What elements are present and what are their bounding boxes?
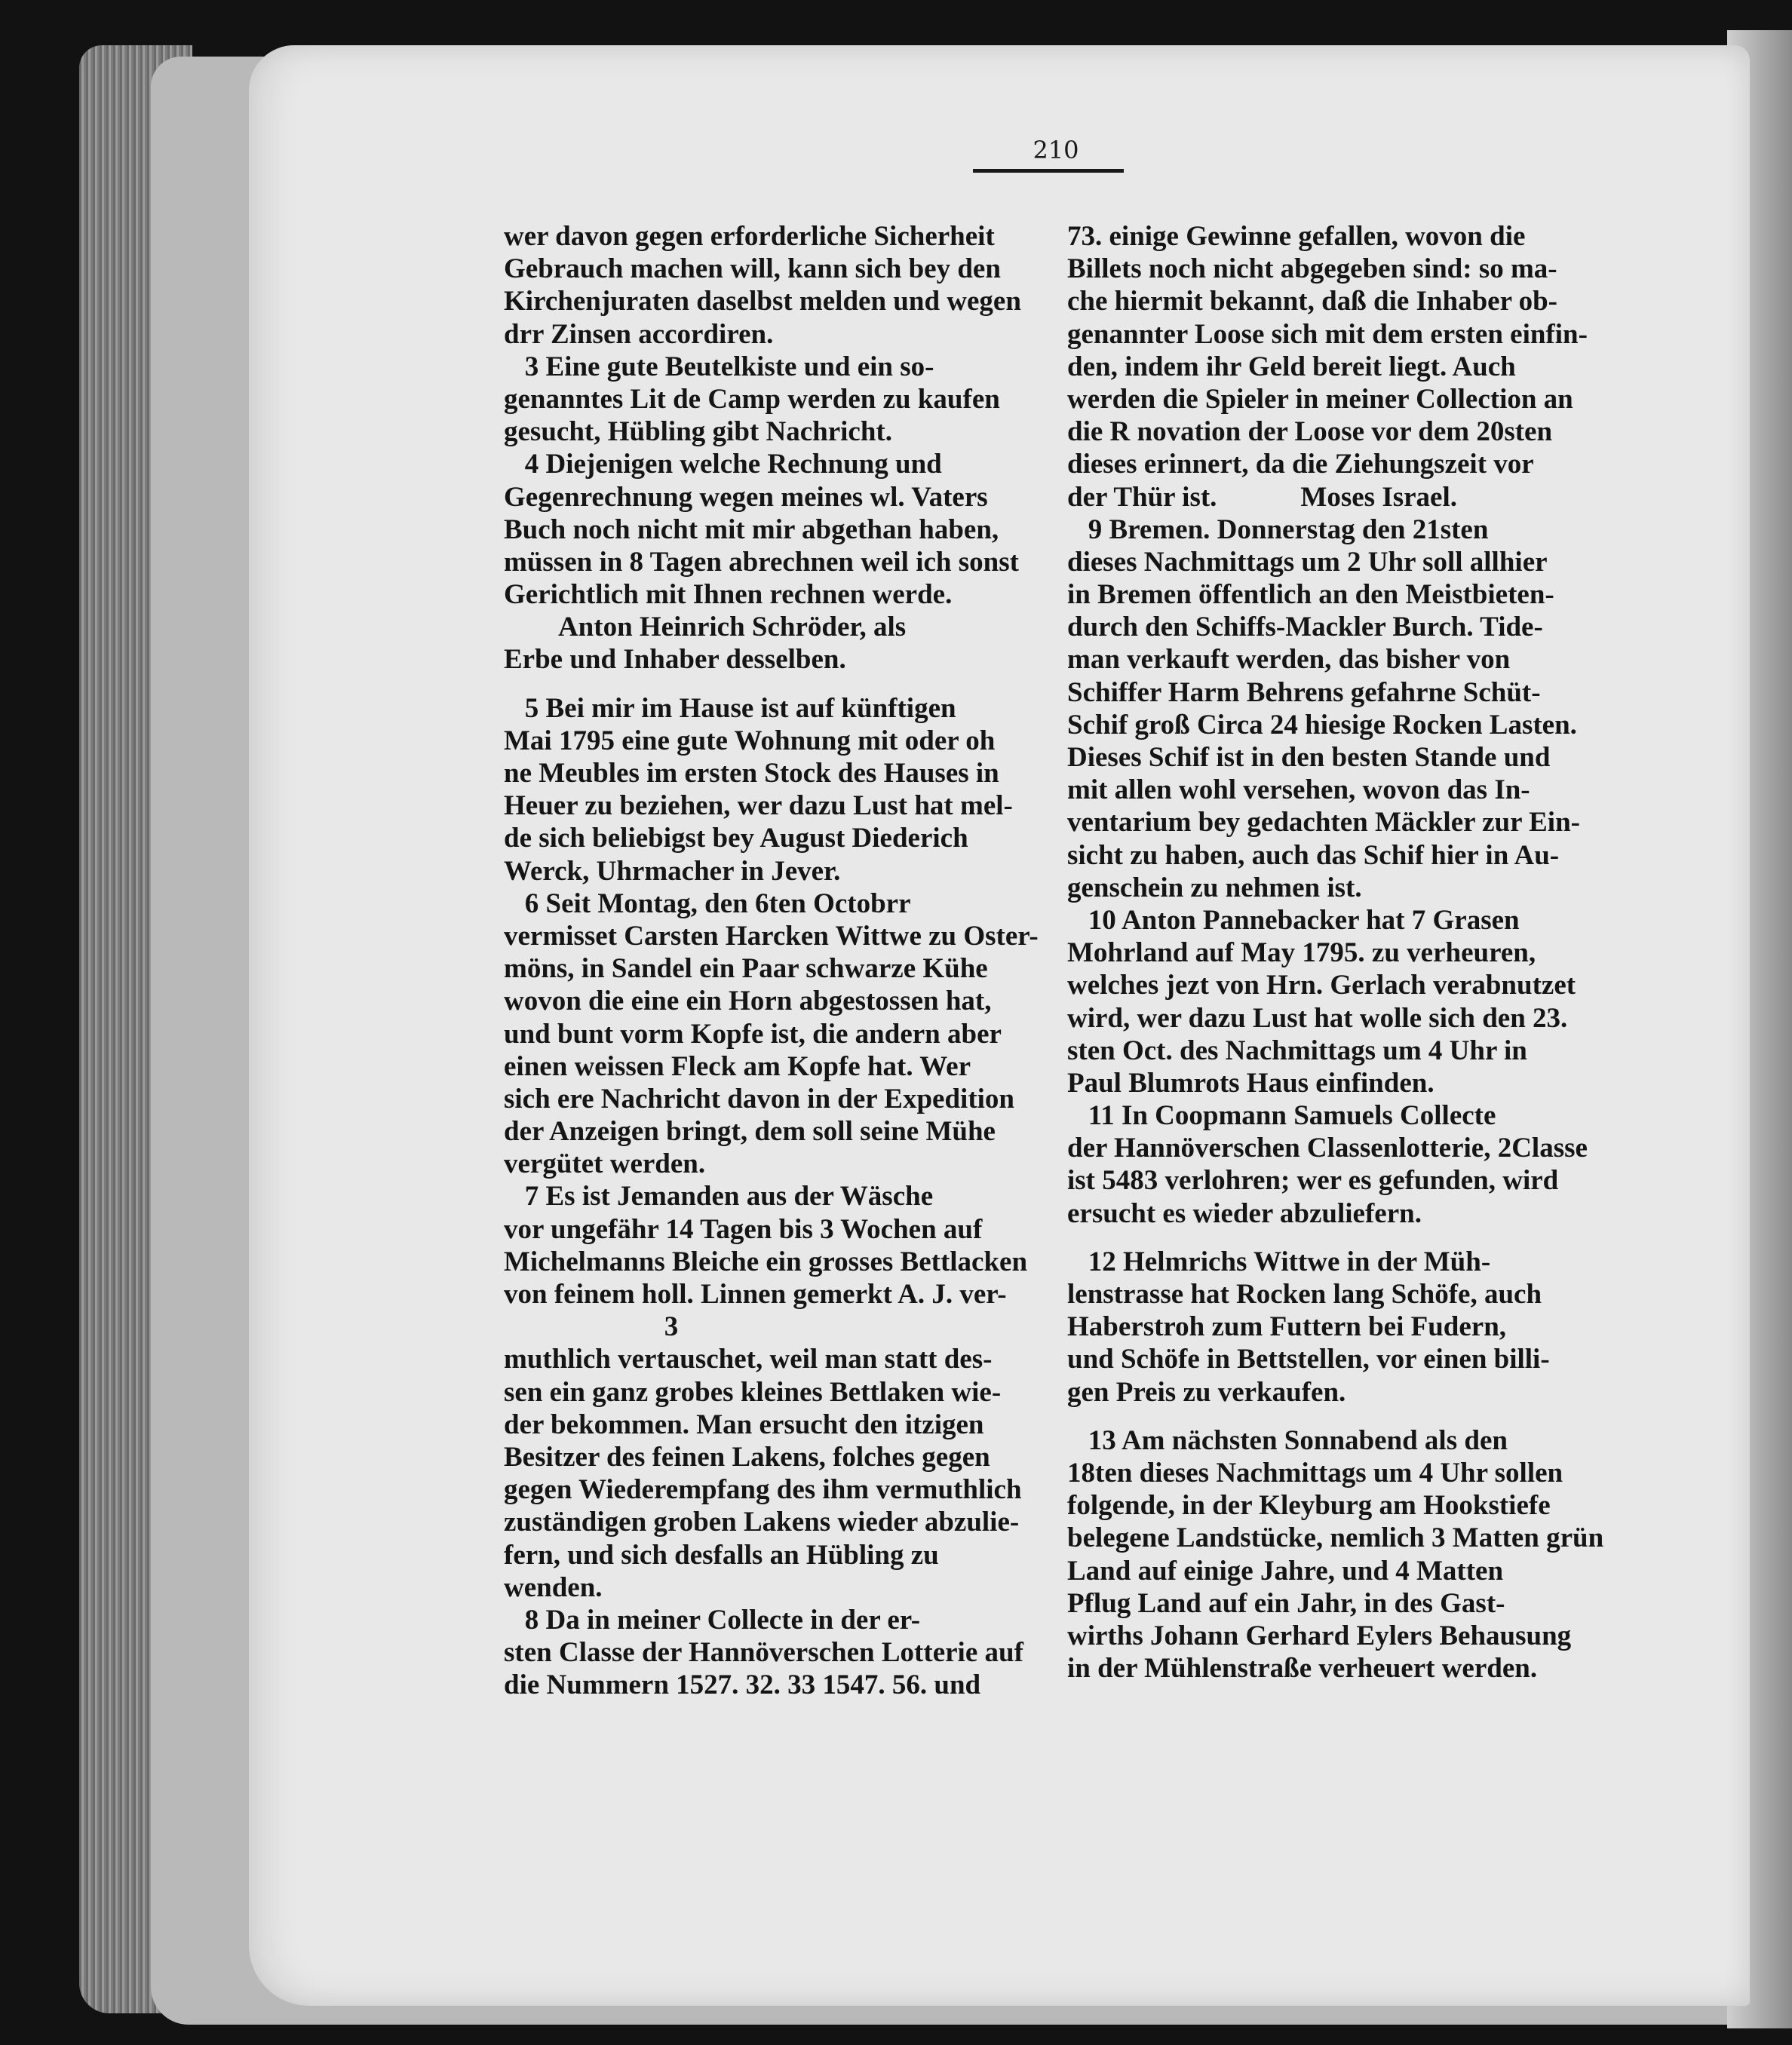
text-line: vermisset Carsten Harcken Wittwe zu Oster- [504, 920, 1039, 952]
text-line: Schif groß Circa 24 hiesige Rocken Lasten. [1067, 709, 1577, 740]
text-line: Besitzer des feinen Lakens, folches gegen [504, 1441, 990, 1473]
text-line: Schiffer Harm Behrens gefahrne Schüt- [1067, 676, 1541, 708]
text-line: dieses erinnert, da die Ziehungszeit vor [1067, 449, 1534, 480]
text-line: müssen in 8 Tagen abrechnen weil ich sonst [504, 546, 1019, 578]
text-line: dieses Nachmittags um 2 Uhr soll allhier [1067, 546, 1548, 578]
text-line: sten Classe der Hannöverschen Lotterie auf [504, 1637, 1023, 1669]
text-line: die Nummern 1527. 32. 33 1547. 56. und [504, 1669, 981, 1701]
text-line: wenden. [504, 1571, 603, 1603]
text-line: genanntes Lit de Camp werden zu kaufen [504, 383, 1000, 415]
text-line: den, indem ihr Geld bereit liegt. Auch [1067, 351, 1516, 382]
text-line: 13 Am nächsten Sonnabend als den [1067, 1424, 1508, 1456]
text-line: der Hannöverschen Classenlotterie, 2Classe [1067, 1133, 1588, 1164]
text-line: Heuer zu beziehen, wer dazu Lust hat mel- [504, 790, 1013, 822]
text-line: möns, in Sandel ein Paar schwarze Kühe [504, 953, 988, 985]
text-line: Gebrauch machen will, kann sich bey den [504, 253, 1001, 285]
text-line: mit allen wohl versehen, wovon das In- [1067, 774, 1530, 806]
text-line: vergütet werden. [504, 1148, 706, 1180]
text-line: ist 5483 verlohren; wer es gefunden, wird [1067, 1165, 1559, 1197]
text-line: 73. einige Gewinne gefallen, wovon die [1067, 221, 1526, 252]
text-line: welches jezt von Hrn. Gerlach verabnutzet [1067, 970, 1576, 1001]
text-line: der Thür ist. Moses Israel. [1067, 481, 1457, 513]
text-line: Michelmanns Bleiche ein grosses Bettlacken [504, 1246, 1028, 1277]
text-line: Erbe und Inhaber desselben. [504, 644, 846, 676]
text-line: Haberstroh zum Futtern bei Fudern, [1067, 1311, 1507, 1343]
text-line: ne Meubles im ersten Stock des Hauses in [504, 758, 999, 789]
text-line: wer davon gegen erforderliche Sicherheit [504, 221, 995, 252]
right-column [1067, 220, 1603, 1685]
text-line: Werck, Uhrmacher in Jever. [504, 855, 841, 887]
text-line: belegene Landstücke, nemlich 3 Matten grün [1067, 1522, 1604, 1554]
paragraph-gap [504, 676, 1041, 692]
text-line: sich ere Nachricht davon in der Expedition [504, 1083, 1015, 1114]
text-line: von feinem holl. Linnen gemerkt A. J. ver- [504, 1279, 1007, 1310]
text-line: wirths Johann Gerhard Eylers Behausung [1067, 1620, 1572, 1651]
text-line: 7 Es ist Jemanden aus der Wäsche [504, 1181, 934, 1213]
text-line: folgende, in der Kleyburg am Hookstiefe [1067, 1490, 1551, 1522]
header-rule [973, 169, 1124, 173]
text-line: 5 Bei mir im Hause ist auf künftigen [504, 692, 956, 724]
text-line: Mohrland auf May 1795. zu verheuren, [1067, 937, 1536, 969]
text-line: in der Mühlenstraße verheuert werden. [1067, 1653, 1538, 1685]
text-line: einen weissen Fleck am Kopfe hat. Wer [504, 1050, 971, 1082]
text-line: 8 Da in meiner Collecte in der er- [504, 1604, 921, 1636]
text-line: de sich beliebigst bey August Diederich [504, 823, 968, 854]
text-line: 9 Bremen. Donnerstag den 21sten [1067, 514, 1489, 545]
text-line: Billets noch nicht abgegeben sind: so ma- [1067, 253, 1557, 285]
paragraph-gap [1067, 1230, 1603, 1246]
text-line: gen Preis zu verkaufen. [1067, 1376, 1346, 1408]
text-line: wird, wer dazu Lust hat wolle sich den 23. [1067, 1002, 1568, 1034]
text-line: 3 Eine gute Beutelkiste und ein so- [504, 351, 934, 382]
text-line: werden die Spieler in meiner Collection an [1067, 383, 1573, 415]
text-line: Dieses Schif ist in den besten Stande und [1067, 742, 1551, 773]
text-line: genschein zu nehmen ist. [1067, 872, 1362, 903]
text-line: Land auf einige Jahre, und 4 Matten [1067, 1555, 1504, 1587]
text-line: ersucht es wieder abzuliefern. [1067, 1197, 1422, 1229]
text-line: 4 Diejenigen welche Rechnung und [504, 449, 942, 480]
text-line: fern, und sich desfalls an Hübling zu [504, 1539, 939, 1571]
text-line: zuständigen groben Lakens wieder abzulie- [504, 1507, 1020, 1538]
text-line: Anton Heinrich Schröder, als [504, 612, 907, 643]
text-line: 18ten dieses Nachmittags um 4 Uhr sollen [1067, 1457, 1563, 1489]
text-line: in Bremen öffentlich an den Meistbieten- [1067, 579, 1554, 611]
text-line: vor ungefähr 14 Tagen bis 3 Wochen auf [504, 1213, 983, 1245]
text-line: Paul Blumrots Haus einfinden. [1067, 1067, 1435, 1099]
text-line: sicht zu haben, auch das Schif hier in Au- [1067, 839, 1560, 871]
text-line: wovon die eine ein Horn abgestossen hat, [504, 986, 992, 1017]
text-line: 12 Helmrichs Wittwe in der Müh- [1067, 1246, 1491, 1277]
text-line: sten Oct. des Nachmittags um 4 Uhr in [1067, 1035, 1527, 1066]
text-line: Gerichtlich mit Ihnen rechnen werde. [504, 579, 953, 611]
text-line: Buch noch nicht mit mir abgethan haben, [504, 514, 999, 545]
text-line: che hiermit bekannt, daß die Inhaber ob- [1067, 286, 1557, 317]
text-line: Gegenrechnung wegen meines wl. Vaters [504, 481, 988, 513]
text-line: drr Zinsen accordiren. [504, 318, 774, 350]
text-line: 6 Seit Montag, den 6ten Octobrr [504, 888, 911, 919]
text-line: der Anzeigen bringt, dem soll seine Mühe [504, 1116, 996, 1148]
paragraph-gap [1067, 1409, 1603, 1424]
text-line: und bunt vorm Kopfe ist, die andern aber [504, 1018, 1002, 1050]
text-line: gegen Wiederempfang des ihm vermuthlich [504, 1474, 1022, 1506]
text-line: Pflug Land auf ein Jahr, in des Gast- [1067, 1587, 1505, 1619]
text-line: Mai 1795 eine gute Wohnung mit oder oh [504, 725, 996, 756]
text-line: die R novation der Loose vor dem 20sten [1067, 416, 1553, 448]
text-line: durch den Schiffs-Mackler Burch. Tide- [1067, 612, 1543, 643]
text-line: 3 [504, 1311, 679, 1343]
text-line: man verkauft werden, das bisher von [1067, 644, 1511, 676]
text-line: 10 Anton Pannebacker hat 7 Grasen [1067, 904, 1520, 936]
text-line: ventarium bey gedachten Mäckler zur Ein- [1067, 807, 1580, 839]
text-line: Kirchenjuraten daselbst melden und wegen [504, 286, 1021, 317]
text-line: 11 In Coopmann Samuels Collecte [1067, 1100, 1496, 1132]
text-line: sen ein ganz grobes kleines Bettlaken wie- [504, 1376, 1002, 1408]
page-number: 210 [1033, 136, 1079, 164]
left-column [504, 220, 1041, 1701]
text-line: muthlich vertauschet, weil man statt des- [504, 1344, 993, 1375]
text-line: genannter Loose sich mit dem ersten einfin- [1067, 318, 1588, 350]
text-line: gesucht, Hübling gibt Nachricht. [504, 416, 892, 448]
text-line: und Schöfe in Bettstellen, vor einen billi- [1067, 1344, 1550, 1375]
text-line: der bekommen. Man ersucht den itzigen [504, 1409, 984, 1440]
text-line: lenstrasse hat Rocken lang Schöfe, auch [1067, 1279, 1542, 1310]
